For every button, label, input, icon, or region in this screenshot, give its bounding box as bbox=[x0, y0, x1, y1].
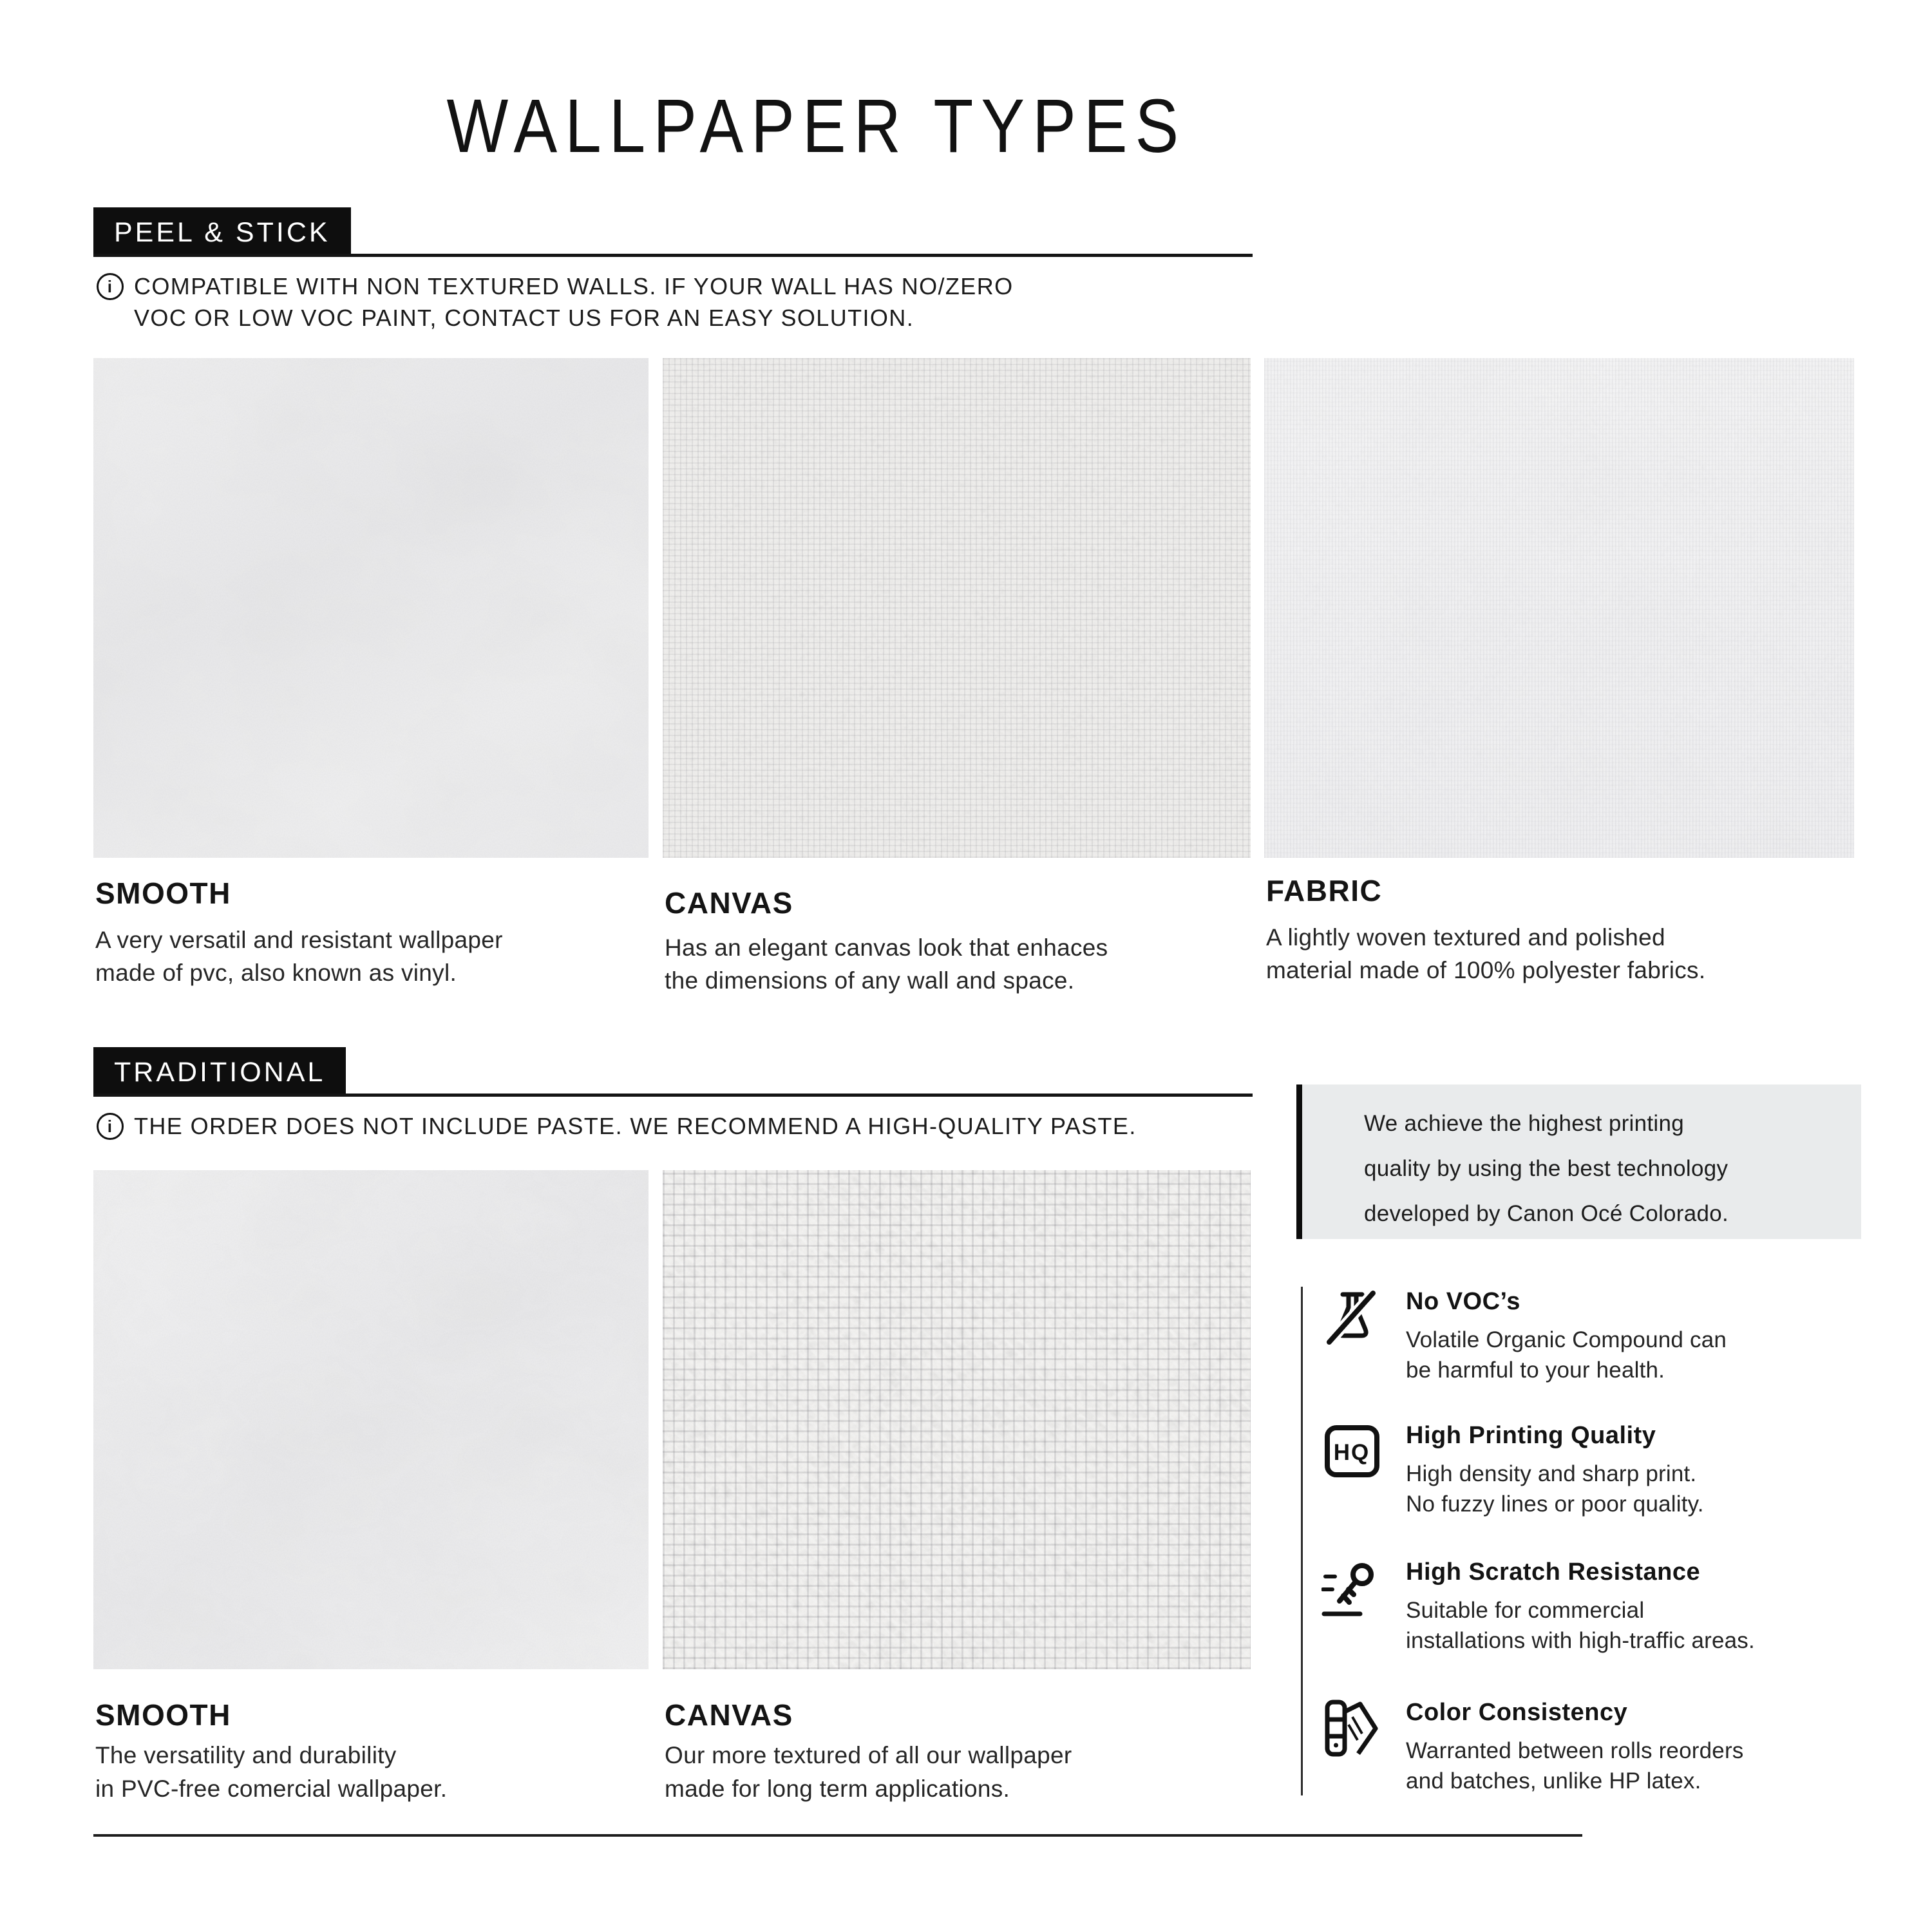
swatch-label-canvas: CANVAS bbox=[665, 886, 793, 920]
texture-photo-canvas-peel-stick bbox=[663, 358, 1251, 858]
desc-line: Has an elegant canvas look that enhaces bbox=[665, 934, 1108, 961]
swatch-label-fabric: FABRIC bbox=[1266, 874, 1383, 907]
desc-line: A lightly woven textured and polished bbox=[1266, 924, 1665, 951]
info-icon: i bbox=[97, 1113, 124, 1140]
section-rule-traditional bbox=[93, 1094, 1253, 1097]
feature-title: Color Consistency bbox=[1406, 1699, 1628, 1726]
feature-description bbox=[1406, 1595, 1755, 1656]
rough-weave-overlay bbox=[663, 1170, 1251, 1669]
smooth-texture-noise bbox=[93, 358, 649, 858]
swatch-desc-canvas-traditional bbox=[665, 1739, 1251, 1806]
traditional-note bbox=[97, 1110, 1137, 1142]
texture-photo-canvas-traditional bbox=[663, 1170, 1251, 1669]
key-scratch-icon bbox=[1321, 1557, 1383, 1618]
callout-line: developed by Canon Océ Colorado. bbox=[1364, 1201, 1729, 1226]
swatch-desc-smooth-traditional bbox=[95, 1739, 649, 1806]
smooth-texture-noise bbox=[93, 1170, 649, 1669]
swatch-label-smooth: SMOOTH bbox=[95, 876, 231, 910]
desc-line: Volatile Organic Compound can bbox=[1406, 1327, 1727, 1352]
canvas-weave-overlay bbox=[663, 358, 1251, 858]
footer-rule bbox=[93, 1834, 1582, 1837]
feature-high-scratch-resistance bbox=[1321, 1557, 1888, 1656]
texture-photo-smooth-peel-stick bbox=[93, 358, 649, 858]
desc-line: No fuzzy lines or poor quality. bbox=[1406, 1492, 1704, 1517]
desc-line: material made of 100% polyester fabrics. bbox=[1266, 957, 1706, 983]
printing-quality-text bbox=[1302, 1084, 1861, 1236]
desc-line: and batches, unlike HP latex. bbox=[1406, 1768, 1701, 1794]
desc-line: made for long term applications. bbox=[665, 1776, 1010, 1802]
swatch-desc-fabric bbox=[1266, 921, 1859, 987]
swatch-label-smooth-traditional: SMOOTH bbox=[95, 1698, 231, 1732]
callout-line: We achieve the highest printing bbox=[1364, 1111, 1685, 1136]
feature-high-printing-quality bbox=[1321, 1421, 1888, 1519]
section-badge-traditional: TRADITIONAL bbox=[93, 1047, 346, 1097]
section-badge-peel-stick: PEEL & STICK bbox=[93, 207, 351, 257]
section-rule-peel-stick bbox=[93, 254, 1253, 257]
feature-color-consistency bbox=[1321, 1698, 1888, 1796]
desc-line: Warranted between rolls reorders bbox=[1406, 1738, 1744, 1763]
feature-title: High Printing Quality bbox=[1406, 1422, 1656, 1449]
texture-photo-fabric-peel-stick bbox=[1264, 358, 1854, 858]
swatch-desc-canvas bbox=[665, 931, 1251, 997]
page-title-text: WALLPAPER TYPES bbox=[446, 84, 1186, 169]
note-line: VOC OR LOW VOC PAINT, CONTACT US FOR AN EASY SOLUTION. bbox=[134, 305, 914, 331]
no-voc-flask-icon bbox=[1321, 1287, 1383, 1348]
peel-stick-note bbox=[97, 270, 1014, 334]
page-title bbox=[93, 82, 1539, 170]
desc-line: made of pvc, also known as vinyl. bbox=[95, 960, 457, 986]
callout-line: quality by using the best technology bbox=[1364, 1156, 1728, 1181]
features-divider-line bbox=[1301, 1287, 1303, 1795]
feature-title: No VOC’s bbox=[1406, 1288, 1520, 1315]
desc-line: The versatility and durability bbox=[95, 1742, 397, 1768]
hq-icon-label: HQ bbox=[1333, 1440, 1370, 1465]
color-swatchbook-icon bbox=[1321, 1698, 1383, 1759]
feature-description bbox=[1406, 1459, 1704, 1519]
desc-line: Suitable for commercial bbox=[1406, 1598, 1645, 1623]
texture-photo-smooth-traditional bbox=[93, 1170, 649, 1669]
swatch-desc-smooth bbox=[95, 923, 649, 989]
printing-quality-callout bbox=[1296, 1084, 1861, 1239]
desc-line: the dimensions of any wall and space. bbox=[665, 967, 1075, 994]
feature-description bbox=[1406, 1736, 1744, 1796]
desc-line: High density and sharp print. bbox=[1406, 1461, 1697, 1486]
desc-line: in PVC-free comercial wallpaper. bbox=[95, 1776, 448, 1802]
info-icon: i bbox=[97, 273, 124, 300]
desc-line: A very versatil and resistant wallpaper bbox=[95, 927, 503, 953]
desc-line: be harmful to your health. bbox=[1406, 1358, 1665, 1383]
desc-line: Our more textured of all our wallpaper bbox=[665, 1742, 1072, 1768]
note-line: COMPATIBLE WITH NON TEXTURED WALLS. IF YOUR WALL HAS NO/ZERO bbox=[134, 273, 1014, 299]
desc-line: installations with high-traffic areas. bbox=[1406, 1628, 1755, 1653]
feature-no-voc bbox=[1321, 1287, 1888, 1385]
feature-description bbox=[1406, 1325, 1727, 1385]
note-line: THE ORDER DOES NOT INCLUDE PASTE. WE RECOMMEND A HIGH-QUALITY PASTE. bbox=[134, 1113, 1137, 1139]
feature-title: High Scratch Resistance bbox=[1406, 1558, 1701, 1586]
swatch-label-canvas-traditional: CANVAS bbox=[665, 1698, 793, 1732]
hq-badge-icon bbox=[1321, 1421, 1383, 1482]
fabric-linen-overlay bbox=[1264, 358, 1854, 858]
